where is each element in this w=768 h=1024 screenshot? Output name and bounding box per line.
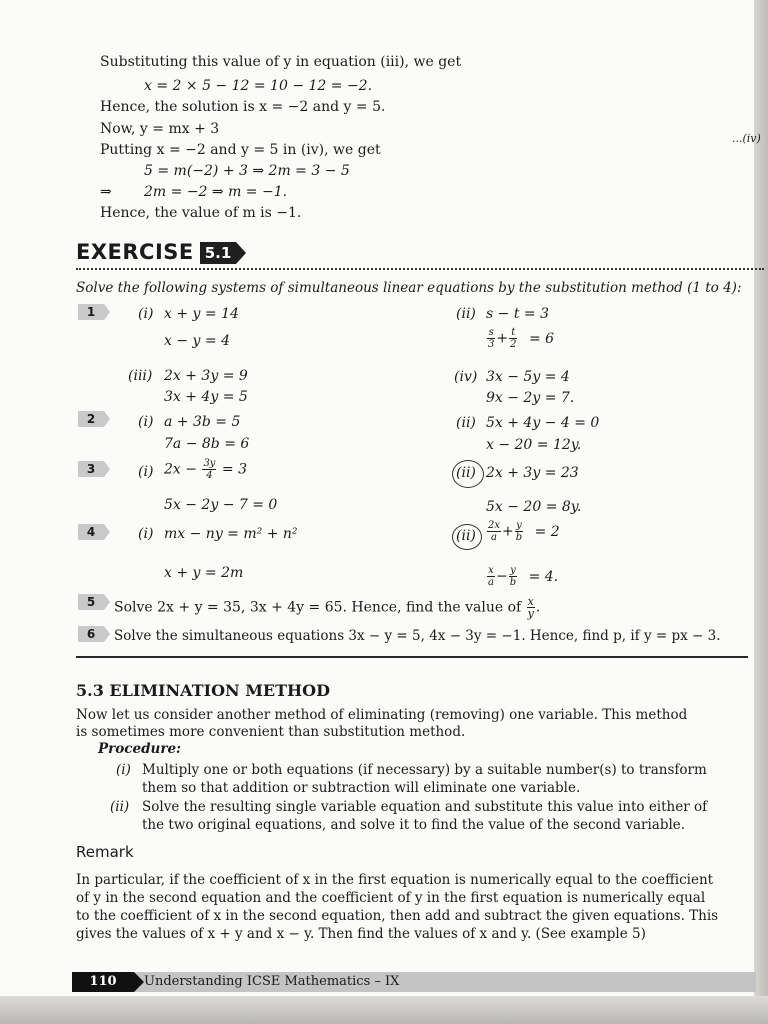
equation: x + y = 14 xyxy=(164,306,239,322)
section-heading: 5.3 ELIMINATION METHOD xyxy=(76,681,330,700)
page-number: 110 xyxy=(72,972,134,992)
equation-line: 2m = −2 ⇒ m = −1. xyxy=(144,184,288,200)
part-label: (ii) xyxy=(456,465,476,481)
equation: 5x − 20 = 8y. xyxy=(486,499,582,515)
equation: x − y = 4 xyxy=(164,333,230,349)
equation: $\frac{s}{3}$ + $\frac{t}{2}$ = 6 xyxy=(488,327,555,350)
remark-line: In particular, if the coefficient of x in the first equation is numerically equal to the coefficient xyxy=(76,872,714,888)
equation: 2x + 3y = 9 xyxy=(164,368,248,384)
question-number: 5 xyxy=(78,594,104,610)
part-label: (i) xyxy=(138,306,154,322)
equation-tag: ...(iv) xyxy=(732,132,761,145)
equation: x − 20 = 12y. xyxy=(486,437,582,453)
text-line: Hence, the value of m is −1. xyxy=(100,205,302,221)
procedure-label: Procedure: xyxy=(98,741,182,757)
question-number: 6 xyxy=(78,626,104,642)
paragraph-line: is sometimes more convenient than substitution method. xyxy=(76,724,466,740)
paragraph-line: Now let us consider another method of eliminating (removing) one variable. This method xyxy=(76,707,688,723)
equation: $\frac{x}{a}$ − $\frac{y}{b}$ = 4. xyxy=(488,565,559,588)
equation: 5x − 2y − 7 = 0 xyxy=(164,497,278,513)
equation-line: x = 2 × 5 − 12 = 10 − 12 = −2. xyxy=(144,78,373,94)
step-text: them so that addition or subtraction will eliminate one variable. xyxy=(142,780,581,796)
equation: 2x + 3y = 23 xyxy=(486,465,579,481)
remark-line: of y in the second equation and the coefficient of y in the first equation is numerically equal xyxy=(76,890,706,906)
question-number: 2 xyxy=(78,411,104,427)
step-text: Solve the resulting single variable equation and substitute this value into either of xyxy=(142,799,708,815)
equation: a + 3b = 5 xyxy=(164,414,241,430)
equation: 9x − 2y = 7. xyxy=(486,390,575,406)
remark-heading: Remark xyxy=(76,843,134,861)
question-text: Solve 2x + y = 35, 3x + 4y = 65. Hence, find the value of $\frac{x}{y}$ . xyxy=(114,595,541,620)
step-text: the two original equations, and solve it to find the value of the second variable. xyxy=(142,817,686,833)
implies-arrow: ⇒ xyxy=(100,184,112,200)
page-curl-shadow xyxy=(754,0,768,1024)
equation: x + y = 2m xyxy=(164,565,244,581)
remark-line: to the coefficient of x in the second equation, then add and subtract the given equations. This xyxy=(76,908,719,924)
exercise-instruction: Solve the following systems of simultaneous linear equations by the substitution method (1 to 4): xyxy=(76,280,742,296)
equation: $\frac{2x}{a}$ + $\frac{y}{b}$ = 2 xyxy=(488,520,560,543)
text-line: Putting x = −2 and y = 5 in (iv), we get xyxy=(100,142,381,158)
equation: mx − ny = m² + n² xyxy=(164,526,298,542)
exercise-badge: 5.1 xyxy=(200,242,236,264)
step-label: (i) xyxy=(116,762,131,778)
equation: 3x + 4y = 5 xyxy=(164,389,248,405)
equation: s − t = 3 xyxy=(486,306,549,322)
question-number: 3 xyxy=(78,461,104,477)
equation-line: 5 = m(−2) + 3 ⇒ 2m = 3 − 5 xyxy=(144,163,350,179)
step-label: (ii) xyxy=(110,799,130,815)
exercise-title: EXERCISE xyxy=(76,240,194,264)
part-label: (ii) xyxy=(456,528,476,544)
page-edge-shadow xyxy=(0,996,768,1024)
text-line: Substituting this value of y in equation (iii), we get xyxy=(100,54,462,70)
part-label: (iv) xyxy=(454,369,478,385)
part-label: (ii) xyxy=(456,306,476,322)
equation: 3x − 5y = 4 xyxy=(486,369,570,385)
equation: 2x − $\frac{3y}{4}$ = 3 xyxy=(164,458,247,481)
remark-line: gives the values of x + y and x − y. Then find the values of x and y. (See example 5) xyxy=(76,926,646,942)
part-label: (ii) xyxy=(456,415,476,431)
text-line: Now, y = mx + 3 xyxy=(100,121,220,137)
book-title: Understanding ICSE Mathematics – IX xyxy=(144,974,400,989)
step-text: Multiply one or both equations (if necessary) by a suitable number(s) to transform xyxy=(142,762,707,778)
equation: 7a − 8b = 6 xyxy=(164,436,250,452)
part-label: (iii) xyxy=(128,368,153,384)
part-label: (i) xyxy=(138,526,154,542)
question-number: 1 xyxy=(78,304,104,320)
part-label: (i) xyxy=(138,414,154,430)
dotted-divider xyxy=(76,268,764,272)
equation: 5x + 4y − 4 = 0 xyxy=(486,415,600,431)
section-divider xyxy=(76,656,748,658)
question-text: Solve the simultaneous equations 3x − y = 5, 4x − 3y = −1. Hence, find p, if y = px − 3. xyxy=(114,628,721,644)
question-number: 4 xyxy=(78,524,104,540)
part-label: (i) xyxy=(138,464,154,480)
text-line: Hence, the solution is x = −2 and y = 5. xyxy=(100,99,386,115)
